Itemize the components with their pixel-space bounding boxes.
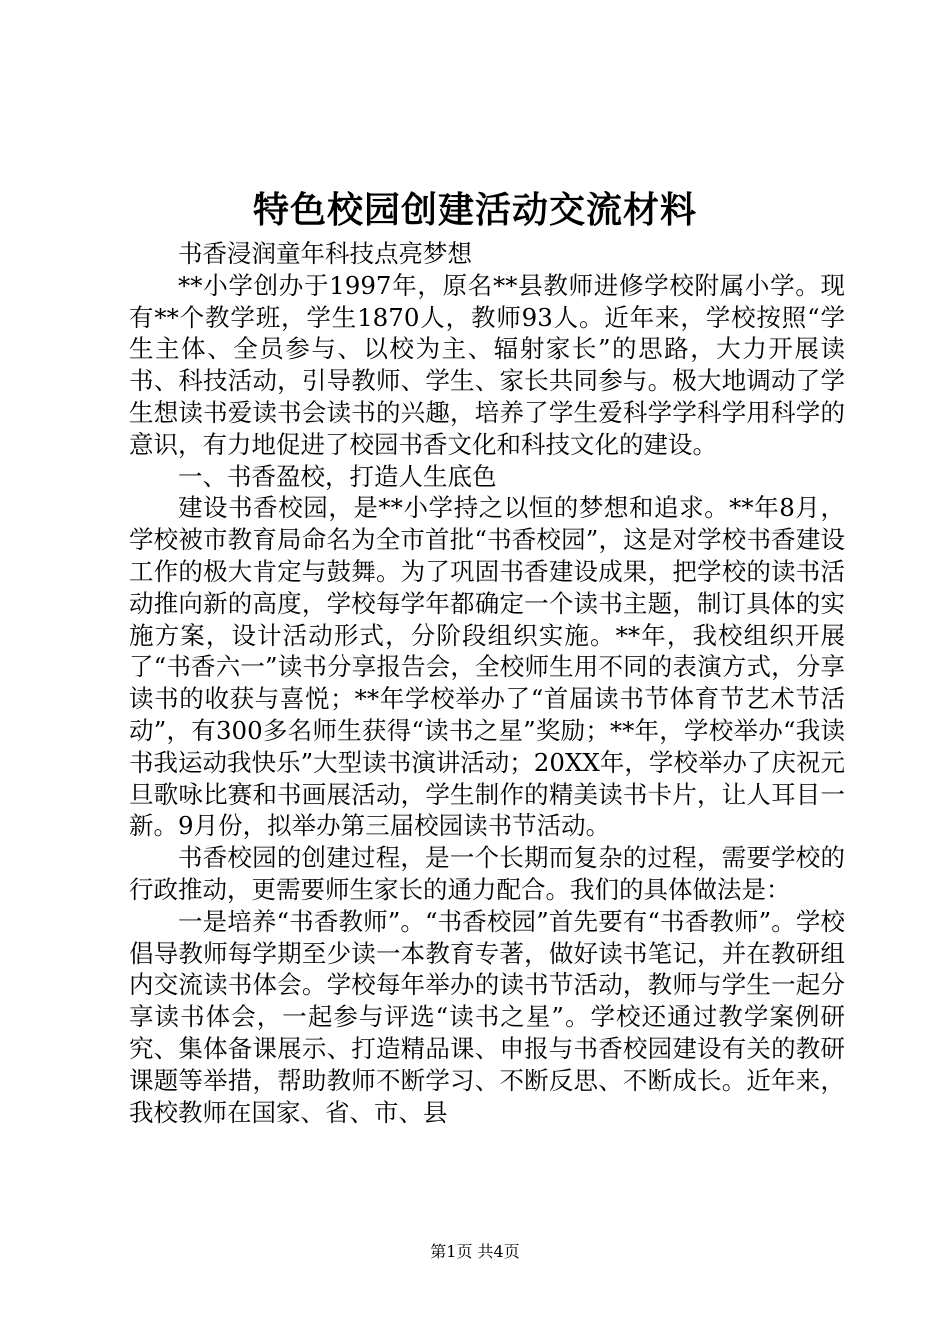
section-heading: 一、书香盈校，打造人生底色: [178, 461, 497, 491]
paragraph-section-3: 一是培养“书香教师”。“书香校园”首先要有“书香教师”。学校倡导教师每学期至少读一本教育专著，做好读书笔记，并在教研组内交流读书体会。学校每年举办的读书节活动，教师与学生一起分享读书体会，一起参与评选“读书之星”。学校还通过教学案例研究、集体备课展示、打造精品课、申报与书香校园建设有关的教研课题等举措，帮助教师不断学习、不断反思、不断成长。近年来，我校教师在国家、省、市、县: [129, 906, 845, 1127]
page-footer: 第1页 共4页: [430, 1242, 520, 1261]
paragraph-subtitle: 书香浸润童年科技点亮梦想: [178, 239, 472, 268]
document-body: [129, 238, 845, 1128]
paragraph-section-2: 书香校园的创建过程，是一个长期而复杂的过程，需要学校的行政推动，更需要师生家长的通力配合。我们的具体做法是：: [129, 843, 845, 904]
paragraph-intro: **小学创办于1997年，原名**县教师进修学校附属小学。现有**个教学班，学生1870人，教师93人。近年来，学校按照“学生主体、全员参与、以校为主、辐射家长”的思路，大力开展读书、科技活动，引导教师、学生、家长共同参与。极大地调动了学生想读书爱读书会读书的兴趣，培养了学生爱科学学科学用科学的意识，有力地促进了校园书香文化和科技文化的建设。: [129, 270, 845, 459]
paragraph-section-1: 建设书香校园，是**小学持之以恒的梦想和追求。**年8月，学校被市教育局命名为全市首批“书香校园”，这是对学校书香建设工作的极大肯定与鼓舞。为了巩固书香建设成果，把学校的读书活动推向新的高度，学校每学年都确定一个读书主题，制订具体的实施方案，设计活动形式，分阶段组织实施。**年，我校组织开展了“书香六一”读书分享报告会，全校师生用不同的表演方式，分享读书的收获与喜悦；**年学校举办了“首届读书节体育节艺术节活动”，有300多名师生获得“读书之星”奖励；**年，学校举办“我读书我运动我快乐”大型读书演讲活动；20XX年，学校举办了庆祝元旦歌咏比赛和书画展活动，学生制作的精美读书卡片，让人耳目一新。9月份，拟举办第三届校园读书节活动。: [129, 493, 845, 841]
document-title: 特色校园创建活动交流材料: [252, 189, 697, 231]
